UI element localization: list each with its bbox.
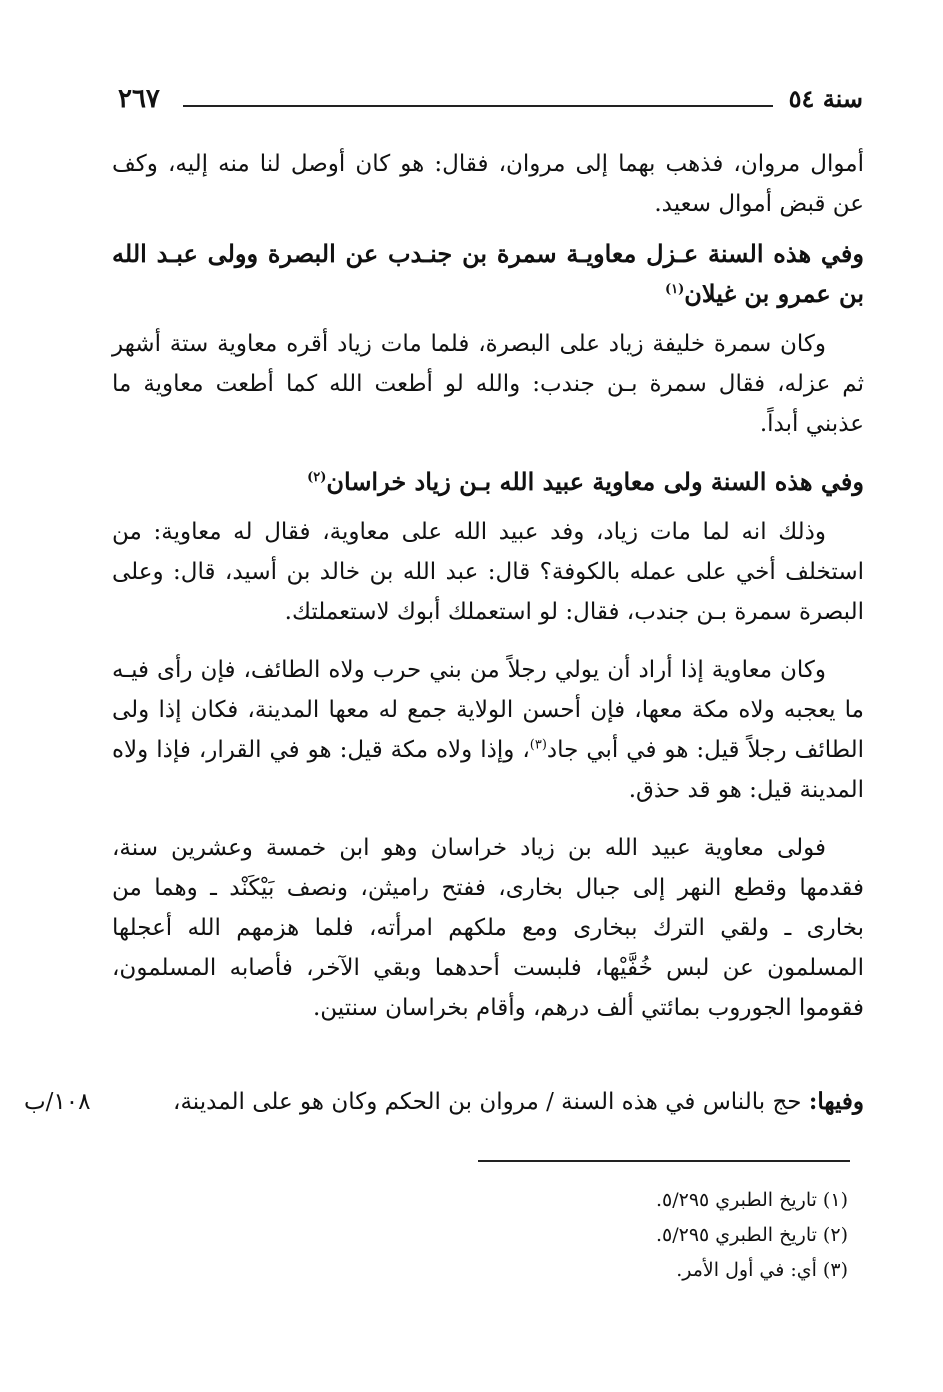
final-line	[24, 1082, 864, 1122]
footnote-2: (٢) تاريخ الطبري ٥/٢٩٥.	[655, 1224, 848, 1246]
paragraph-5: فولى معاوية عبيد الله بن زياد خراسان وهو ابن خمسة وعشرين سنة، فقدمها وقطع النهر إلى جبال بخارى، ففتح راميثن، ونصف بَيْكَنْد ـ وهما من بخارى ـ ولقي الترك ببخارى ومع ملكهم امرأته، فلما هزمهم الله أعجلها المسلمون عن لبس خُفَّيْها، فلبست أحدهما وبقي الآخر، فأصابه المسلمون، فقوموا الجوروب بمائتي ألف درهم، وأقام بخراسان سنتين.	[112, 835, 864, 1021]
footnote-ref-2: (٢)	[307, 470, 327, 485]
final-line-label: وفيها:	[808, 1088, 864, 1115]
footnotes	[450, 1183, 848, 1288]
section-heading-2	[112, 462, 864, 502]
paragraph-4-text-a: وكان معاوية إذا أراد أن يولي رجلاً من بني حرب ولاه الطائف، فإن رأى فيـه ما يعجبه ولاه مكة معها، فإن أحسن الولاية جمع له معها المدينة، فكان إذا ولى الطائف رجلاً قيل: هو في أبي جاد	[112, 657, 865, 763]
header-year: سنة ٥٤	[788, 84, 863, 113]
page-number: ٢٦٧	[118, 84, 160, 114]
heading-1-text: وفي هذه السنة عـزل معاويـة سمرة بن جنـدب عن البصرة وولى عبـد الله بن عمرو بن غيلان	[112, 239, 864, 308]
heading-2-text: وفي هذه السنة ولى معاوية عبيد الله بـن زياد خراسان	[326, 467, 864, 496]
footnote-ref-1: (١)	[664, 282, 685, 297]
footnote-ref-3: (٣)	[529, 737, 547, 753]
section-heading-1	[112, 234, 864, 314]
main-text	[112, 144, 864, 1028]
paragraph-4	[112, 650, 864, 810]
footnote-rule	[478, 1160, 850, 1162]
footnote-1: (١) تاريخ الطبري ٥/٢٩٥.	[655, 1189, 848, 1211]
header-rule	[183, 105, 773, 107]
paragraph-4-text-b: ، وإذا ولاه مكة قيل: هو في القرار، فإذا ولاه المدينة قيل: هو قد حذق.	[112, 737, 864, 803]
paragraph-2: وكان سمرة خليفة زياد على البصرة، فلما مات زياد أقره معاوية ستة أشهر ثم عزله، فقال سمرة بـن جندب: والله لو أطعت الله كما أطعت معاوية ما عذبني أبداً.	[112, 331, 864, 437]
paragraph-3: وذلك انه لما مات زياد، وفد عبيد الله على معاوية، فقال له معاوية: من استخلف أخي على عمله بالكوفة؟ قال: عبد الله بن خالد بن أسيد، قال: وعلى البصرة سمرة بـن جندب، فقال: لو استعملك أبوك لاستعملتك.	[112, 519, 864, 625]
footnote-3: (٣) أي: في أول الأمر.	[676, 1259, 848, 1281]
manuscript-folio: ١٠٨/ب	[24, 1089, 91, 1115]
paragraph-1: أموال مروان، فذهب بهما إلى مروان، فقال: هو كان أوصل لنا منه إليه، وكف عن قبض أموال سعيد.	[112, 151, 864, 217]
final-line-text: حج بالناس في هذه السنة / مروان بن الحكم وكان هو على المدينة،	[173, 1089, 802, 1115]
running-header	[118, 78, 863, 118]
